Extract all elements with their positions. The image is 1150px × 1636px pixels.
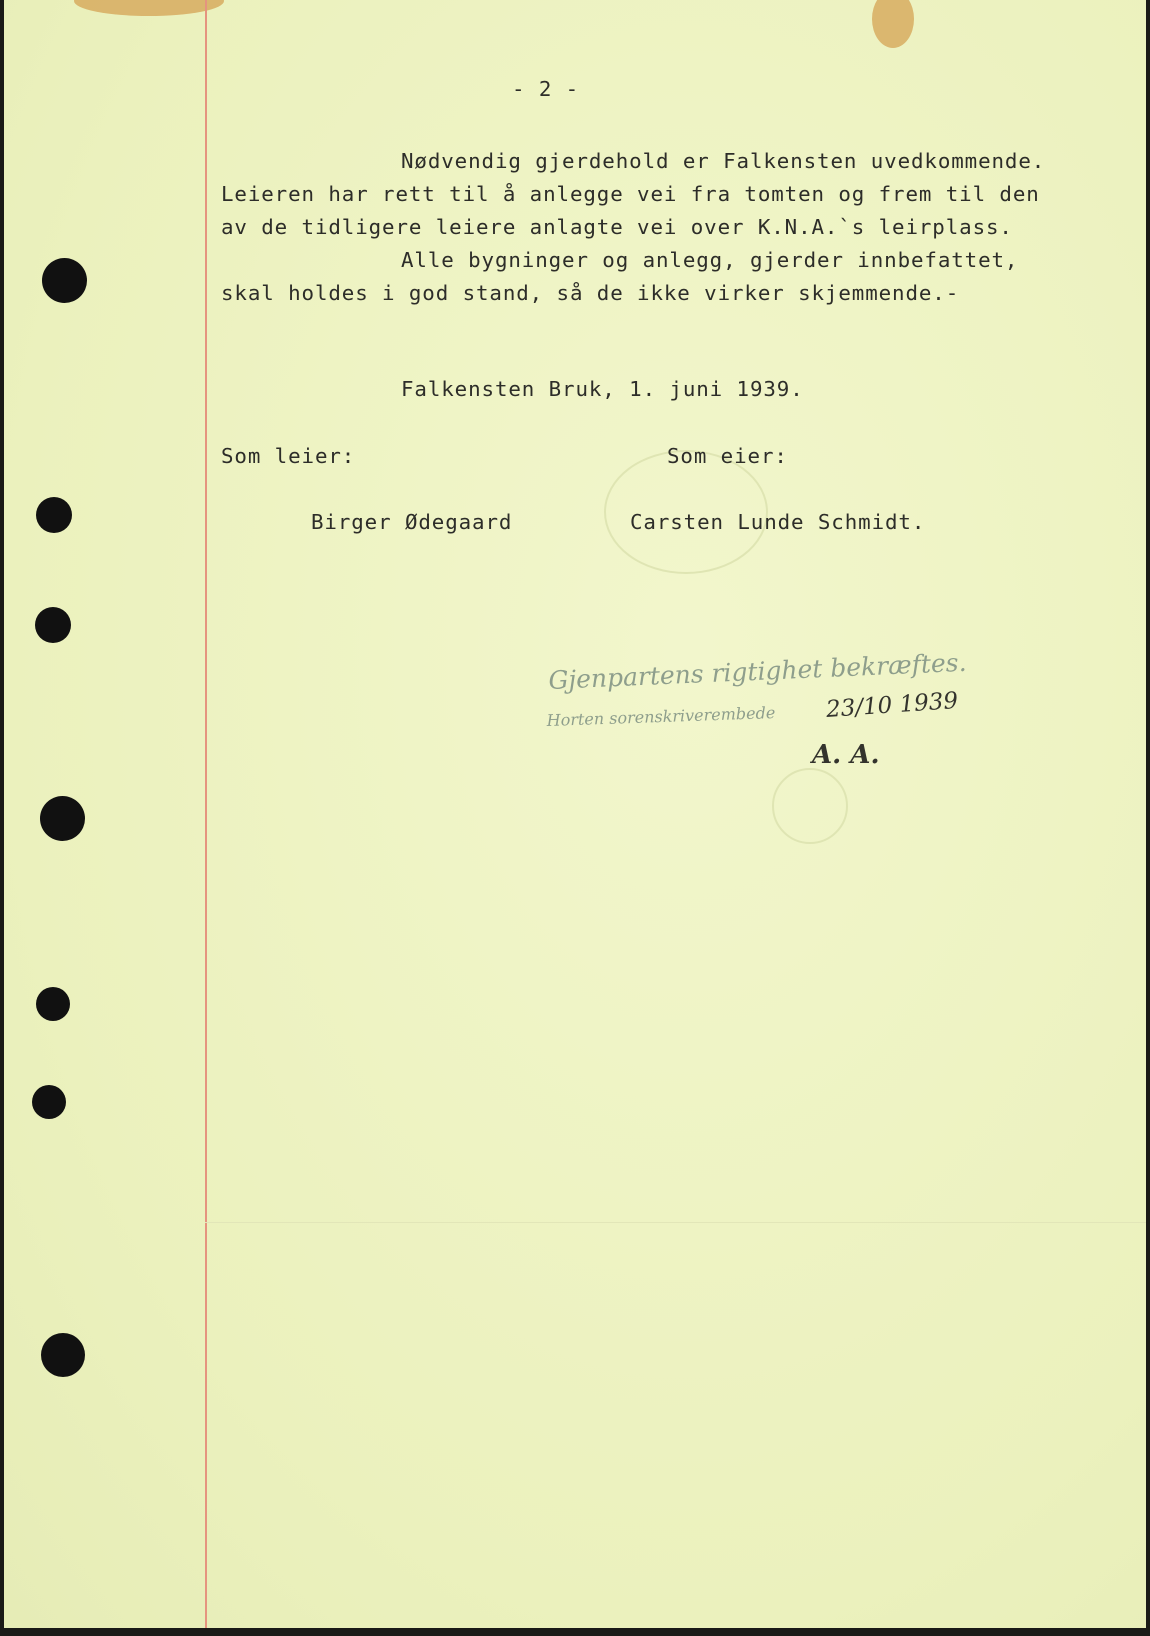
paragraph-line: Leieren har rett til å anlegge vei fra tomten og frem til den	[221, 182, 1040, 206]
owner-name: Carsten Lunde Schmidt.	[630, 510, 926, 534]
certification-line: Gjenpartens rigtighet bekræftes.	[547, 647, 968, 695]
paragraph-line: Nødvendig gjerdehold er Falkensten uvedkommende.	[401, 149, 1046, 173]
punch-hole	[32, 1085, 66, 1119]
owner-label: Som eier:	[667, 444, 788, 468]
tape-stain-left	[74, 0, 224, 16]
punch-hole	[36, 497, 72, 533]
page-number: - 2 -	[512, 77, 580, 101]
paragraph-line: av de tidligere leiere anlagte vei over K.N.A.`s leirplass.	[221, 215, 1013, 239]
paragraph-line: skal holdes i god stand, så de ikke virker skjemmende.-	[221, 281, 960, 305]
margin-rule	[205, 0, 207, 1628]
punch-hole	[40, 796, 85, 841]
paragraph-line: Alle bygninger og anlegg, gjerder innbefattet,	[401, 248, 1019, 272]
certification-initials: A. A.	[812, 740, 880, 770]
certification-date: 23/10 1939	[825, 687, 959, 723]
tenant-name: Birger Ødegaard	[311, 510, 513, 534]
punch-hole	[36, 987, 70, 1021]
tape-stain-right	[872, 0, 914, 48]
place-date: Falkensten Bruk, 1. juni 1939.	[401, 377, 804, 401]
faint-stamp-ring	[772, 768, 848, 844]
punch-hole	[42, 258, 87, 303]
punch-hole	[35, 607, 71, 643]
tenant-label: Som leier:	[221, 444, 356, 468]
certification-office: Horten sorenskriverembede	[546, 703, 776, 730]
fold-line	[205, 1222, 1146, 1223]
document-page	[4, 0, 1146, 1628]
punch-hole	[41, 1333, 85, 1377]
